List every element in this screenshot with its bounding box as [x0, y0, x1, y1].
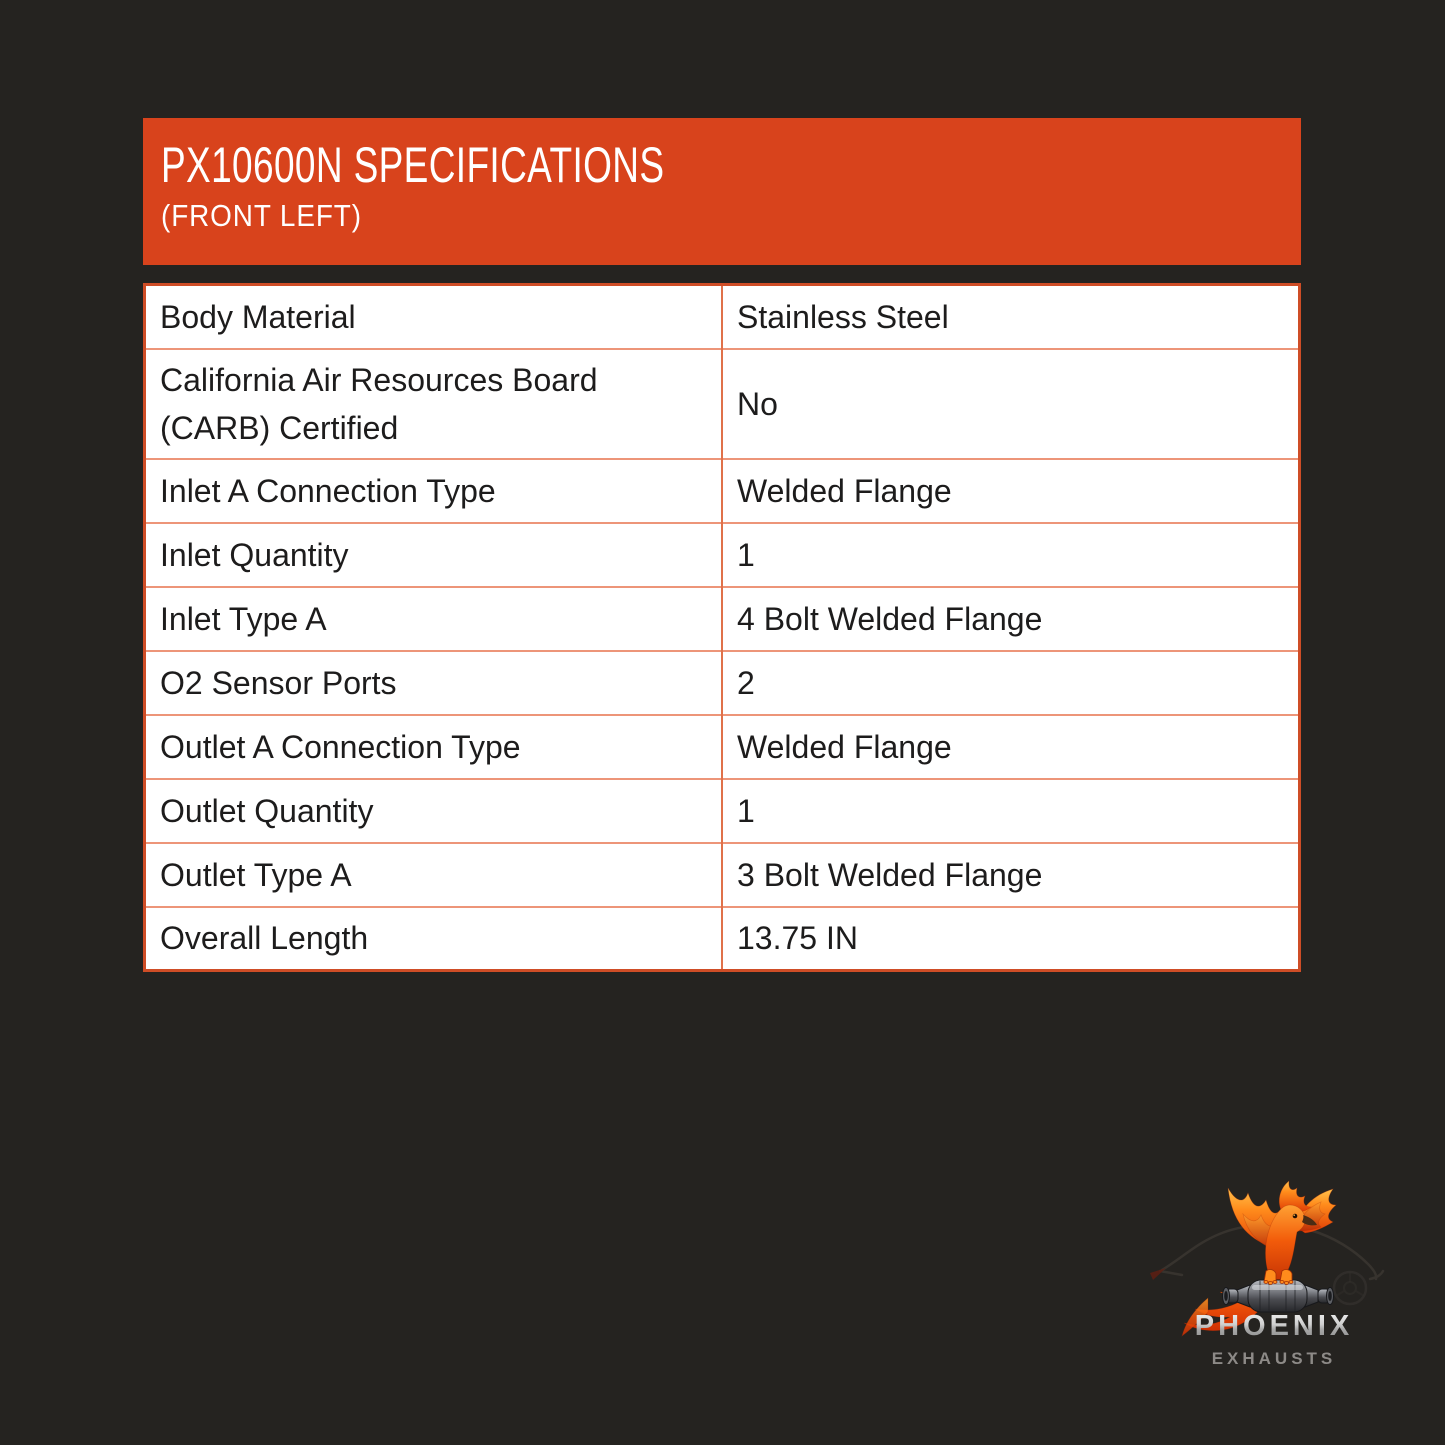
page-title: PX10600N SPECIFICATIONS — [161, 137, 665, 193]
spec-label: Outlet Type A — [145, 843, 723, 907]
phoenix-left-toe — [1273, 1281, 1277, 1284]
table-row — [145, 349, 1300, 459]
table-row — [145, 715, 1300, 779]
header-banner — [143, 118, 1301, 265]
table-row — [145, 587, 1300, 651]
spec-value: Welded Flange — [722, 715, 1300, 779]
phoenix-eye — [1293, 1214, 1298, 1219]
spec-table — [143, 283, 1301, 972]
spec-value: 13.75 IN — [722, 907, 1300, 971]
table-row — [145, 523, 1300, 587]
logo-tagline-text: EXHAUSTS — [1211, 1349, 1337, 1368]
muffler-left-opening — [1224, 1291, 1228, 1301]
spec-value: No — [722, 349, 1300, 459]
muffler-body — [1248, 1280, 1307, 1312]
spec-label: Inlet Quantity — [145, 523, 723, 587]
spec-value: Stainless Steel — [737, 298, 949, 335]
table-row — [145, 907, 1300, 971]
spec-label: Outlet Quantity — [145, 779, 723, 843]
page-subtitle: (FRONT LEFT) — [161, 198, 362, 233]
phoenix-left-toe — [1264, 1281, 1268, 1284]
car-front-lip — [1160, 1271, 1182, 1275]
muffler-highlight — [1252, 1285, 1303, 1290]
spec-value: 3 Bolt Welded Flange — [722, 843, 1300, 907]
spec-label: Overall Length — [145, 907, 723, 971]
phoenix-right-toe — [1280, 1281, 1284, 1284]
spec-value: 4 Bolt Welded Flange — [722, 587, 1300, 651]
table-row — [145, 285, 1300, 349]
spec-label: O2 Sensor Ports — [145, 651, 723, 715]
spec-label: Outlet A Connection Type — [145, 715, 723, 779]
spec-value: 2 — [722, 651, 1300, 715]
spec-value: Welded Flange — [722, 459, 1300, 523]
phoenix-right-toe — [1289, 1281, 1293, 1284]
phoenix-left-toe — [1269, 1282, 1273, 1285]
spec-label: Body Material — [145, 285, 723, 349]
phoenix-eye-glint — [1293, 1214, 1295, 1216]
spec-value: 1 — [722, 779, 1300, 843]
car-front-accent — [1150, 1268, 1166, 1280]
muffler-right-opening — [1328, 1291, 1332, 1301]
table-row — [145, 651, 1300, 715]
car-wheel-hub — [1344, 1282, 1356, 1294]
logo-brand-text: PHOENIX — [1194, 1310, 1354, 1342]
spec-label: California Air Resources Board (CARB) Certified — [145, 349, 723, 459]
spec-label: Inlet A Connection Type — [145, 459, 723, 523]
spec-value: 1 — [722, 523, 1300, 587]
table-row — [145, 779, 1300, 843]
spec-label: Inlet Type A — [145, 587, 723, 651]
table-row — [145, 843, 1300, 907]
brand-logo — [1138, 1178, 1410, 1413]
phoenix-exhausts-logo-icon — [1138, 1178, 1410, 1413]
phoenix-right-toe — [1285, 1282, 1289, 1285]
table-row — [145, 459, 1300, 523]
